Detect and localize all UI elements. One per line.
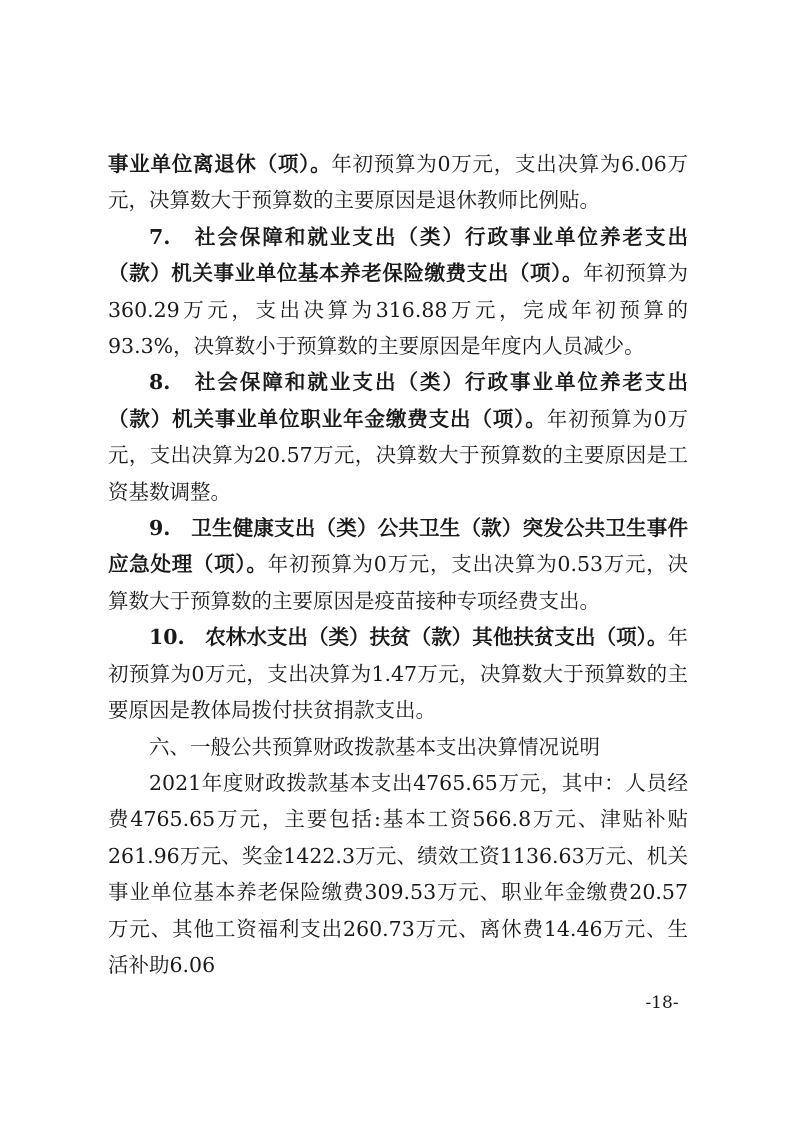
item-title: 9. 卫生健康支出（类）公共卫生（款）突发公共卫生事件应急处理（项）。 — [108, 516, 688, 577]
item-title: 事业单位离退休（项）。 — [108, 152, 332, 176]
body-text — [108, 146, 688, 983]
item-body: 年初预算为0万元，支出决算为20.57万元，决算数大于预算数的主要原因是工资基数调整。 — [108, 406, 688, 504]
paragraph-item-7 — [108, 219, 688, 365]
paragraph-item-10 — [108, 619, 688, 728]
item-body: 年初预算为0万元，支出决算为0.53万元，决算数大于预算数的主要原因是疫苗接种专项经费支出。 — [108, 552, 689, 613]
paragraph-item-9 — [108, 510, 688, 619]
item-title: 10. 农林水支出（类）扶贫（款）其他扶贫支出（项）。 — [149, 625, 668, 650]
paragraph-retirement — [108, 146, 688, 219]
item-title: 8. 社会保障和就业支出（类）行政事业单位养老支出（款）机关事业单位职业年金缴费支出（项）。 — [108, 370, 688, 431]
item-body: 年初预算为0万元，支出决算为1.47万元，决算数大于预算数的主要原因是教体局拨付扶贫捐款支出。 — [108, 625, 688, 723]
section-body: 2021年度财政拨款基本支出4765.65万元，其中：人员经费4765.65万元，主要包括:基本工资566.8万元、津贴补贴261.96万元、奖金1422.3万元、绩效工资1136.63万元、机关事业单位基本养老保险缴费309.53万元、职业年金缴费20.57万元、其他工资福利支出260.73万元、离休费14.46万元、生活补助6.06 — [108, 770, 688, 977]
section-heading: 六、一般公共预算财政拨款基本支出决算情况说明 — [149, 734, 600, 759]
page-number: -18- — [645, 993, 679, 1013]
item-title: 7. 社会保障和就业支出（类）行政事业单位养老支出（款）机关事业单位基本养老保险缴费支出（项）。 — [108, 224, 688, 286]
item-body: 年初预算为360.29万元，支出决算为316.88万元，完成年初预算的93.3%，决算数小于预算数的主要原因是年度内人员减少。 — [108, 261, 689, 359]
paragraph-item-8 — [108, 364, 688, 510]
item-body: 年初预算为0万元，支出决算为6.06万元，决算数大于预算数的主要原因是退休教师比例贴。 — [108, 152, 689, 213]
